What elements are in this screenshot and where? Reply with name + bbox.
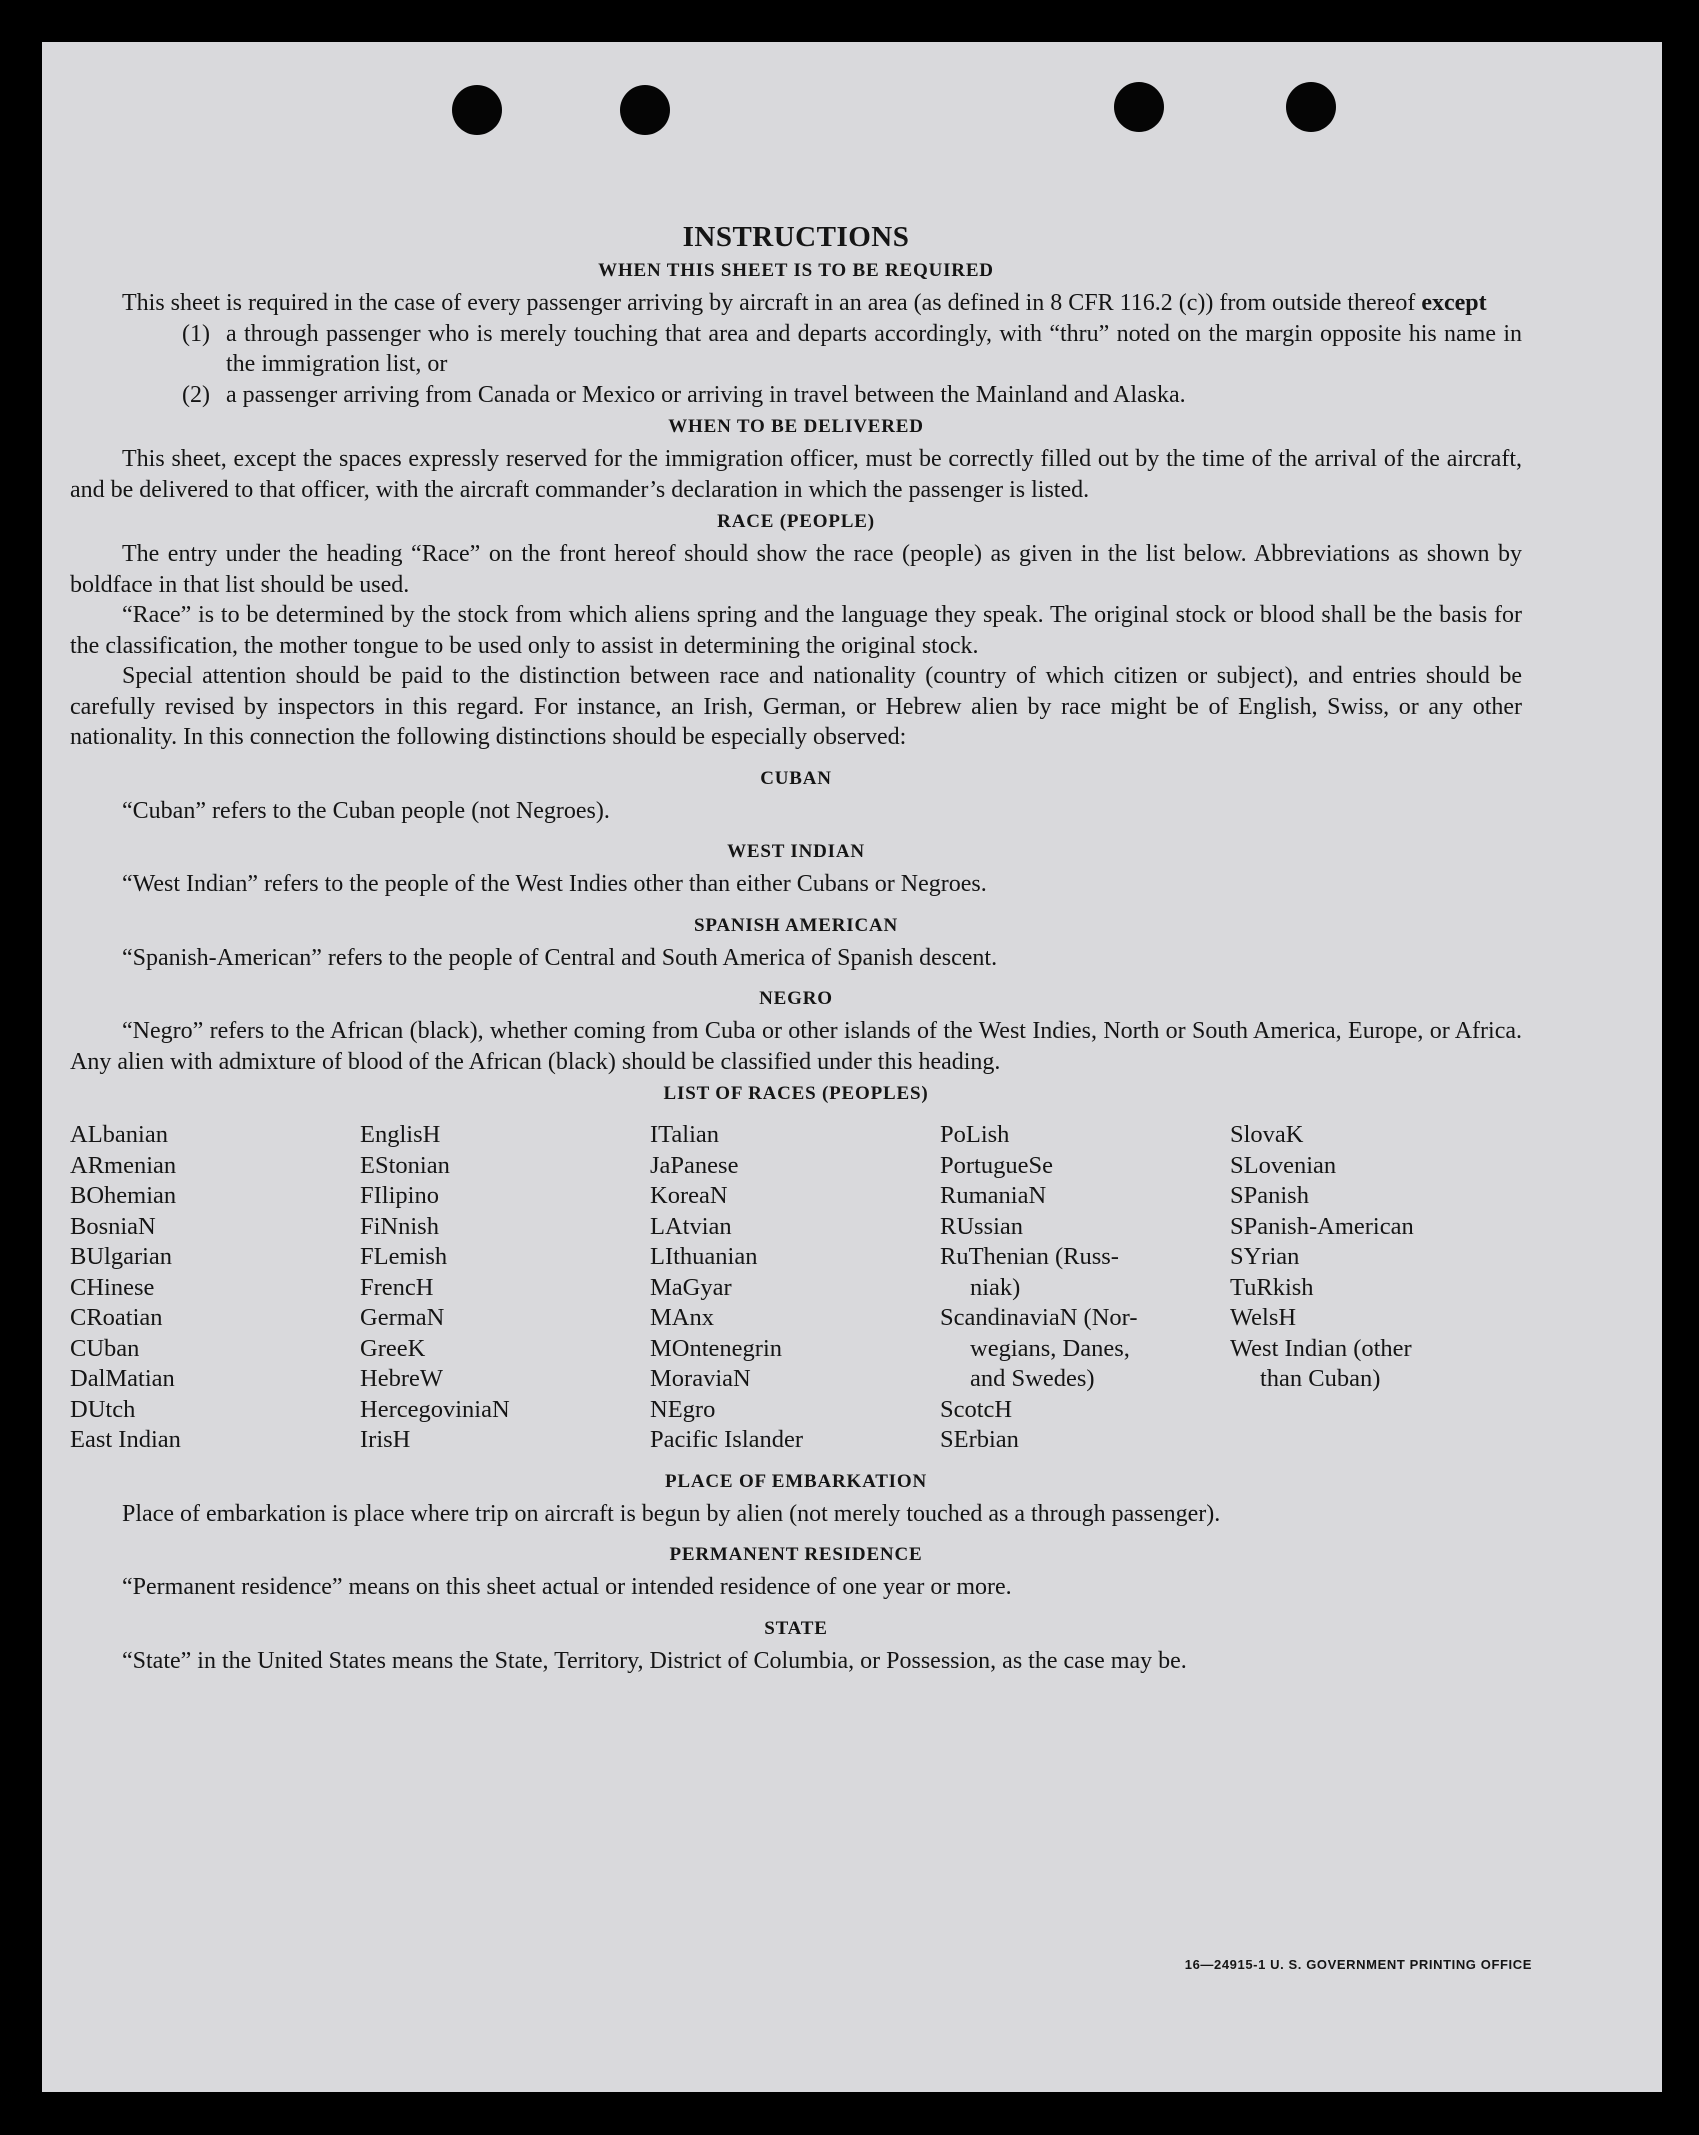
section-heading: RACE (PEOPLE) xyxy=(717,511,875,532)
race-entry: RUssian xyxy=(940,1212,1024,1240)
race-entry: and Swedes) xyxy=(970,1365,1095,1392)
race-entry: CUban xyxy=(70,1334,140,1362)
race-entry: FiNnish xyxy=(360,1212,439,1240)
item-number: (2) xyxy=(182,381,210,408)
list-item xyxy=(182,380,1522,411)
race-entry: BUlgarian xyxy=(70,1243,173,1270)
race-entry: HercegoviniaN xyxy=(360,1395,510,1423)
race-entry: MOntenegrin xyxy=(650,1334,782,1362)
races-column xyxy=(940,1120,1230,1456)
paragraph: “Negro” refers to the African (black), whether coming from Cuba or other islands of the West Indies, North or South America, Europe, or Africa. Any alien with admixture of blood of the African (black) should be classified under this heading. xyxy=(70,1018,1522,1075)
race-entry: SYrian xyxy=(1230,1243,1300,1270)
section-heading: PLACE OF EMBARKATION xyxy=(665,1470,927,1492)
item-number: (1) xyxy=(182,320,210,347)
race-entry: BosniaN xyxy=(70,1212,156,1240)
race-entry: FrencH xyxy=(360,1273,434,1301)
races-column xyxy=(360,1120,650,1456)
definition: “Permanent residence” means on this sheet actual or intended residence of one year or more. xyxy=(122,1574,1012,1600)
instructions-body xyxy=(70,172,1522,1676)
race-entry: SPanish xyxy=(1230,1182,1309,1209)
races-column xyxy=(650,1120,940,1456)
race-entry: ARmenian xyxy=(70,1151,177,1179)
race-entry: KoreaN xyxy=(650,1182,728,1209)
punch-hole xyxy=(452,85,502,135)
race-entry: RumaniaN xyxy=(940,1182,1047,1209)
paragraph: Place of embarkation is place where trip on aircraft is begun by alien (not merely touched as a through passenger). xyxy=(122,1500,1221,1527)
race-entry: ScotcH xyxy=(940,1395,1013,1423)
race-entry: than Cuban) xyxy=(1260,1365,1381,1392)
paragraph: Special attention should be paid to the distinction between race and nationality (country of which citizen or subject), and entries should be carefully revised by inspectors in this regard. For instance, an Irish, German, or Hebrew alien by race might be of English, Swiss, or any other nationality. In this connection the following distinctions should be especially observed: xyxy=(70,663,1522,750)
race-entry: LIthuanian xyxy=(650,1243,758,1270)
punch-hole xyxy=(620,85,670,135)
paragraph: “State” in the United States means the State, Territory, District of Columbia, or Possession, as the case may be. xyxy=(122,1647,1187,1674)
list-item xyxy=(182,319,1522,380)
race-entry: EStonian xyxy=(360,1151,450,1179)
race-entry: DalMatian xyxy=(70,1365,175,1392)
printing-office-code: 16—24915-1 U. S. GOVERNMENT PRINTING OFFICE xyxy=(1184,1957,1532,1972)
race-entry: ScandinaviaN (Nor- xyxy=(940,1304,1138,1331)
race-entry: PoLish xyxy=(940,1121,1010,1148)
section-heading: WEST INDIAN xyxy=(727,841,865,862)
section-heading: WHEN THIS SHEET IS TO BE REQUIRED xyxy=(598,260,994,281)
paragraph: This sheet, except the spaces expressly reserved for the immigration officer, must be correctly filled out by the time of the arrival of the aircraft, and be delivered to that officer, with the aircraft commander’s declaration in which the passenger is listed. xyxy=(70,446,1522,503)
paragraph: “Race” is to be determined by the stock from which aliens spring and the language they speak. The original stock or blood shall be the basis for the classification, the mother tongue to be used only to assist in determining the original stock. xyxy=(70,602,1522,659)
section-heading: STATE xyxy=(764,1617,828,1639)
punch-hole xyxy=(1286,82,1336,132)
section-heading: WHEN TO BE DELIVERED xyxy=(668,416,924,437)
item-text: a passenger arriving from Canada or Mexico or arriving in travel between the Mainland and Alaska. xyxy=(226,381,1186,408)
punch-hole xyxy=(1114,82,1164,132)
race-entry: niak) xyxy=(970,1273,1021,1301)
race-entry: WelsH xyxy=(1230,1304,1297,1331)
race-entry: Pacific Islander xyxy=(650,1426,804,1453)
race-entry: DUtch xyxy=(70,1395,136,1423)
race-entry: GermaN xyxy=(360,1304,445,1331)
race-entry: wegians, Danes, xyxy=(970,1334,1130,1362)
paragraph xyxy=(70,288,1522,319)
races-column xyxy=(1230,1120,1520,1456)
race-entry: ITalian xyxy=(650,1121,720,1148)
page-title: INSTRUCTIONS xyxy=(682,221,910,253)
race-entry: East Indian xyxy=(70,1426,181,1453)
definition: “Spanish-American” refers to the people of Central and South America of Spanish descent. xyxy=(122,944,998,971)
definition: “West Indian” refers to the people of the West Indies other than either Cubans or Negroes. xyxy=(122,871,987,897)
race-entry: HebreW xyxy=(360,1365,443,1392)
race-entry: CHinese xyxy=(70,1273,155,1301)
race-entry: MoraviaN xyxy=(650,1365,751,1392)
races-list xyxy=(70,1120,1522,1456)
race-entry: IrisH xyxy=(360,1426,411,1453)
paragraph: The entry under the heading “Race” on the front hereof should show the race (people) as given in the list below. Abbreviations as shown by boldface in that list should be used. xyxy=(70,541,1522,598)
race-entry: GreeK xyxy=(360,1334,426,1362)
document-page xyxy=(42,42,1662,2092)
race-entry: FLemish xyxy=(360,1243,448,1270)
race-entry: JaPanese xyxy=(650,1151,739,1179)
race-entry: BOhemian xyxy=(70,1182,177,1209)
races-column xyxy=(70,1120,360,1456)
section-heading: CUBAN xyxy=(760,767,832,789)
race-entry: MAnx xyxy=(650,1304,714,1331)
race-entry: NEgro xyxy=(650,1395,716,1423)
race-entry: LAtvian xyxy=(650,1212,732,1240)
race-entry: West Indian (other xyxy=(1230,1334,1412,1362)
race-entry: SErbian xyxy=(940,1426,1019,1453)
paragraph-text: This sheet is required in the case of every passenger arriving by aircraft in an area (as defined in 8 CFR 116.2 (c)) from outside thereof xyxy=(122,290,1422,316)
section-heading: LIST OF RACES (PEOPLES) xyxy=(663,1083,929,1104)
section-heading: SPANISH AMERICAN xyxy=(693,914,899,936)
definition: “Cuban” refers to the Cuban people (not Negroes). xyxy=(122,797,610,824)
section-heading: PERMANENT RESIDENCE xyxy=(669,1544,923,1565)
race-entry: ALbanian xyxy=(70,1121,168,1148)
race-entry: SlovaK xyxy=(1230,1121,1304,1148)
race-entry: TuRkish xyxy=(1230,1273,1314,1301)
item-text: a through passenger who is merely touching that area and departs accordingly, with “thru” noted on the margin opposite his name in the immigration list, or xyxy=(226,320,1522,377)
emphasis-text: except xyxy=(1421,290,1487,316)
race-entry: FIlipino xyxy=(360,1182,439,1209)
race-entry: RuThenian (Russ- xyxy=(940,1243,1119,1270)
race-entry: SLovenian xyxy=(1230,1151,1337,1179)
race-entry: EnglisH xyxy=(360,1121,441,1148)
race-entry: MaGyar xyxy=(650,1273,732,1301)
race-entry: PortugueSe xyxy=(940,1151,1053,1179)
race-entry: CRoatian xyxy=(70,1304,163,1331)
section-heading: NEGRO xyxy=(759,988,833,1009)
race-entry: SPanish-American xyxy=(1230,1212,1414,1240)
